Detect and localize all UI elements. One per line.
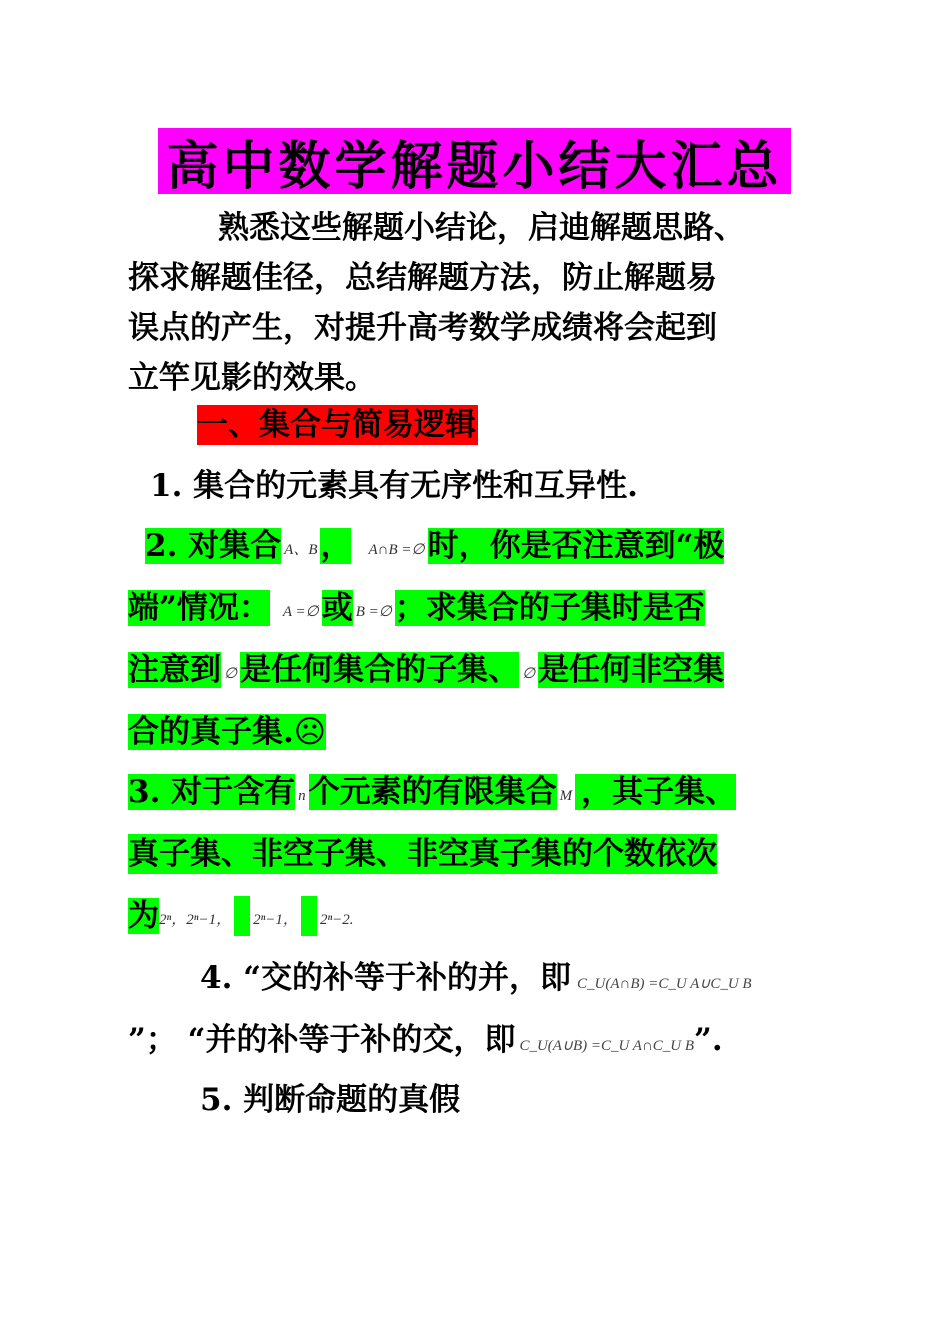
intro-line-1: 熟悉这些解题小结论，启迪解题思路、 <box>218 210 745 246</box>
item-2-line-1 <box>145 526 724 566</box>
item-2-text-j <box>128 714 326 750</box>
item-4-text-b: ”； “并的补等于补的交，即 <box>128 1022 516 1058</box>
math-sets-ab: A、B <box>284 542 318 558</box>
item-2-line-2 <box>128 588 705 628</box>
item-3-line-2: 真子集、非空子集、非空真子集的个数依次 <box>128 836 717 872</box>
item-4-text-a: 4. “交的补等于补的并，即 <box>200 960 571 996</box>
math-demorgan-2: C_U(A∪B) =C_U A∩C_U B <box>519 1038 695 1054</box>
math-demorgan-1: C_U(A∩B) =C_U A∪C_U B <box>577 976 752 992</box>
title-banner <box>158 128 791 197</box>
math-empty-set-2: ∅ <box>522 666 536 682</box>
intro-line-3: 误点的产生，对提升高考数学成绩将会起到 <box>128 310 717 346</box>
item-3-text-a: 3. 对于含有 <box>128 774 296 810</box>
item-2-line-4 <box>128 712 326 752</box>
item-2-text-e: 或 <box>321 590 353 626</box>
highlight-mark-2 <box>301 896 317 936</box>
math-a-empty: A =∅ <box>282 604 319 620</box>
math-subset-count: 2ⁿ，2ⁿ−1， <box>159 912 232 928</box>
sad-face-icon: ☹ <box>293 714 327 750</box>
item-2-line-3 <box>128 650 724 690</box>
section-heading: 一、集合与简易逻辑 <box>197 407 476 443</box>
item-2-text-h: 是任何集合的子集、 <box>240 652 520 688</box>
item-2-text-b: ， <box>320 528 352 564</box>
item-2-text-f: ；求集合的子集时是否 <box>394 590 705 626</box>
math-intersection-empty: A∩B =∅ <box>368 542 425 558</box>
intro-line-4: 立竿见影的效果。 <box>128 360 376 396</box>
item-3-line-3 <box>128 896 357 936</box>
highlight-mark-1 <box>234 896 250 936</box>
page-title: 高中数学解题小结大汇总 <box>166 135 783 197</box>
item-3-text-c: ，其子集、 <box>575 774 736 810</box>
math-n: n <box>298 788 306 804</box>
item-5: 5. 判断命题的真假 <box>200 1082 461 1118</box>
math-nonempty-proper-count: 2ⁿ−2. <box>319 912 354 928</box>
item-4-text-c: ”. <box>694 1022 723 1058</box>
item-2-text-a: 2. 对集合 <box>145 528 282 564</box>
item-3-text-b: 个元素的有限集合 <box>308 774 557 810</box>
item-2-text-c: 时，你是否注意到“极 <box>427 528 725 564</box>
item-3-line-1 <box>128 772 736 812</box>
math-proper-subset-count: 2ⁿ−1， <box>253 912 298 928</box>
item-2-text-j-label: 合的真子集. <box>128 714 294 750</box>
math-empty-set-1: ∅ <box>224 666 238 682</box>
intro-line-2: 探求解题佳径，总结解题方法，防止解题易 <box>128 260 717 296</box>
math-m: M <box>559 788 573 804</box>
item-2-text-i: 是任何非空集 <box>538 652 725 688</box>
item-2-text-d: 端”情况： <box>128 590 270 626</box>
item-1: 1. 集合的元素具有无序性和互异性. <box>150 468 638 504</box>
item-4-line-1 <box>200 958 752 998</box>
math-b-empty: B =∅ <box>355 604 392 620</box>
item-2-text-g: 注意到 <box>128 652 221 688</box>
item-4-line-2 <box>128 1020 723 1060</box>
item-3-text-d: 为 <box>128 898 159 934</box>
